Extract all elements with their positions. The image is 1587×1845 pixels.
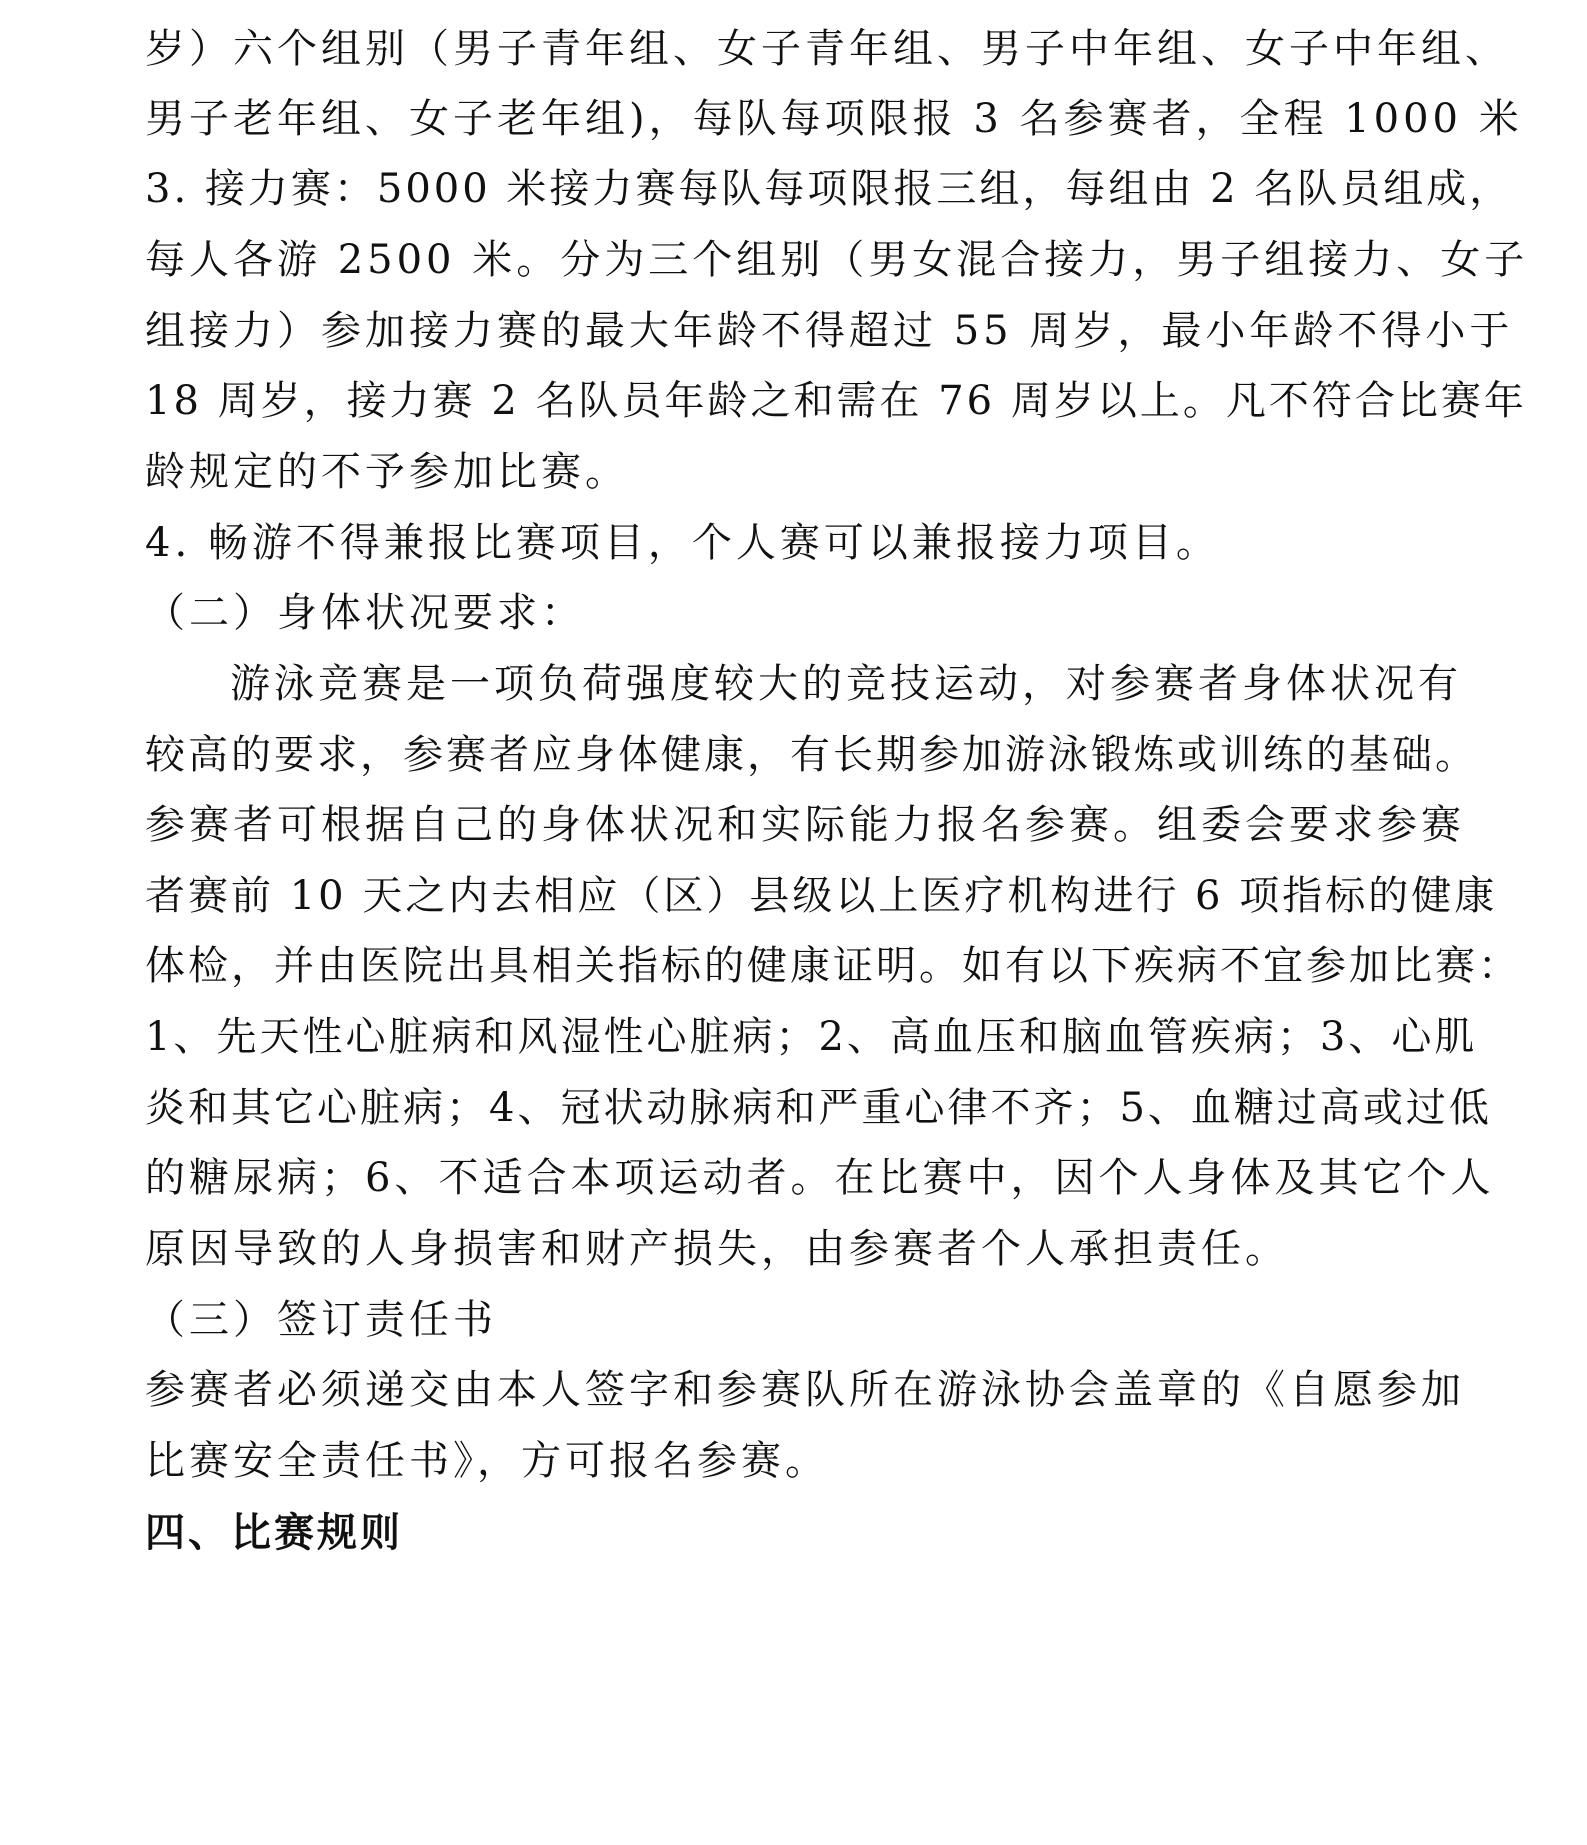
- text-line: 炎和其它心脏病；4、冠状动脉病和严重心律不齐；5、血糖过高或过低: [145, 1085, 1492, 1131]
- section-heading: （二）身体状况要求：: [145, 590, 585, 636]
- chapter-heading: 四、比赛规则: [145, 1510, 403, 1556]
- text-line: 的糖尿病；6、不适合本项运动者。在比赛中，因个人身体及其它个人: [145, 1155, 1495, 1201]
- text-line: 比赛安全责任书》，方可报名参赛。: [145, 1438, 829, 1484]
- text-line: 体检，并由医院出具相关指标的健康证明。如有以下疾病不宜参加比赛：: [145, 943, 1521, 989]
- text-line: 3. 接力赛：5000 米接力赛每队每项限报三组，每组由 2 名队员组成，: [145, 166, 1513, 212]
- text-line: 者赛前 10 天之内去相应（区）县级以上医疗机构进行 6 项指标的健康: [145, 873, 1498, 919]
- section-heading: （三）签订责任书: [145, 1297, 497, 1343]
- list-item: 4. 畅游不得兼报比赛项目，个人赛可以兼报接力项目。: [145, 520, 1220, 566]
- text-line: 1、先天性心脏病和风湿性心脏病；2、高血压和脑血管疾病；3、心肌: [145, 1014, 1478, 1060]
- text-line: 组接力）参加接力赛的最大年龄不得超过 55 周岁，最小年龄不得小于: [145, 308, 1514, 354]
- text-line: 男子老年组、女子老年组)，每队每项限报 3 名参赛者，全程 1000 米: [145, 96, 1523, 142]
- text-line: 18 周岁，接力赛 2 名队员年龄之和需在 76 周岁以上。凡不符合比赛年: [145, 378, 1527, 424]
- paragraph-first-line: 游泳竞赛是一项负荷强度较大的竞技运动，对参赛者身体状况有: [230, 661, 1462, 707]
- text-line: 每人各游 2500 米。分为三个组别（男女混合接力，男子组接力、女子: [145, 237, 1529, 283]
- text-line: 较高的要求，参赛者应身体健康，有长期参加游泳锻炼或训练的基础。: [145, 732, 1478, 778]
- text-line: 参赛者必须递交由本人签字和参赛队所在游泳协会盖章的《自愿参加: [145, 1367, 1465, 1413]
- text-line: 岁）六个组别（男子青年组、女子青年组、男子中年组、女子中年组、: [145, 26, 1509, 72]
- text-line: 参赛者可根据自己的身体状况和实际能力报名参赛。组委会要求参赛: [145, 802, 1465, 848]
- text-line: 龄规定的不予参加比赛。: [145, 449, 629, 495]
- text-line: 原因导致的人身损害和财产损失，由参赛者个人承担责任。: [145, 1226, 1289, 1272]
